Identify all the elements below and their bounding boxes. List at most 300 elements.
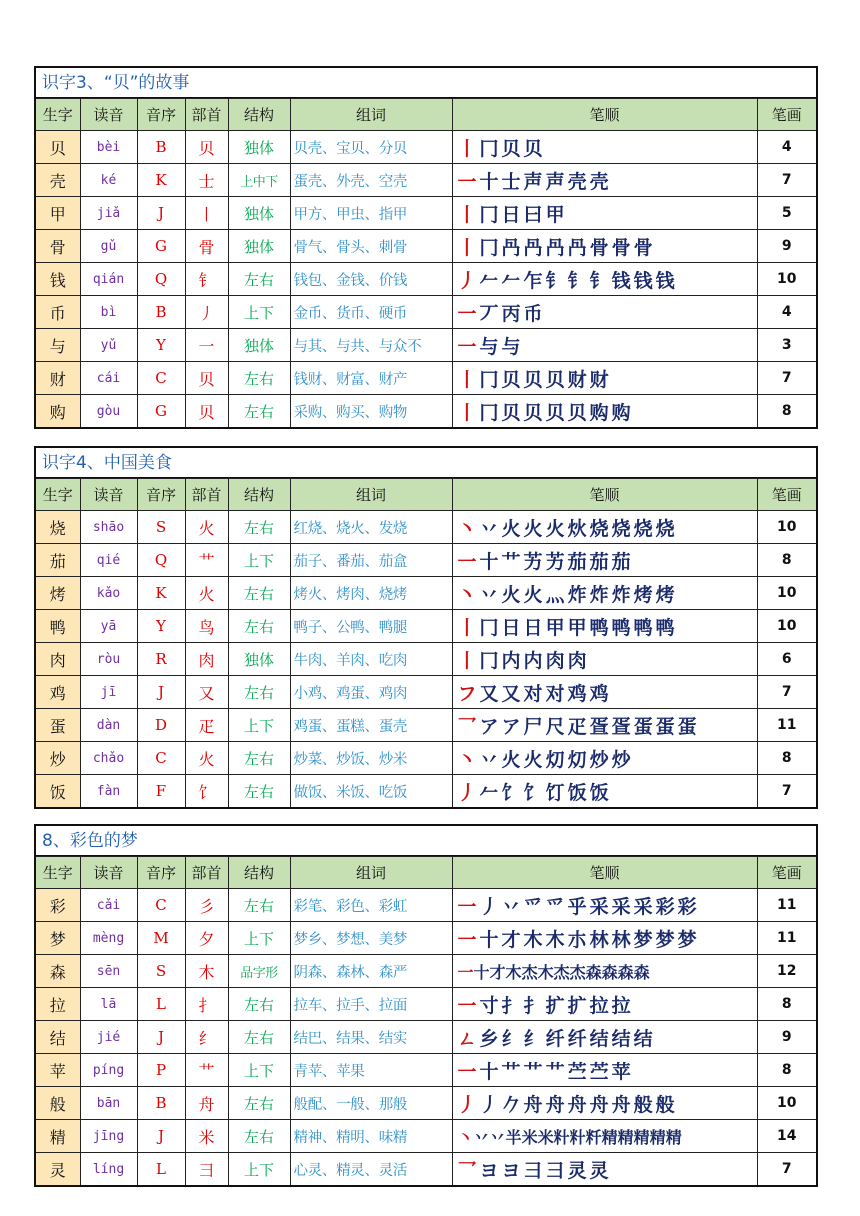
pinyin-cell: gòu	[80, 395, 137, 428]
stroke-step: 一	[457, 895, 480, 918]
stroke-step: 般	[633, 1093, 656, 1116]
lesson-table-1	[34, 66, 818, 429]
stroke-step: 贝	[501, 368, 524, 391]
stroke-step: 冎	[523, 236, 546, 259]
stroke-step: 梦	[633, 928, 656, 951]
radical-cell: 又	[185, 676, 228, 709]
stroke-count-cell: 8	[757, 395, 816, 428]
character-cell: 鸭	[36, 610, 80, 643]
structure-cell: 独体	[228, 329, 290, 362]
stroke-step: 购	[589, 401, 612, 424]
stroke-step: 丆	[479, 302, 502, 325]
table-row	[36, 643, 816, 676]
words-cell: 贝壳、宝贝、分贝	[290, 131, 452, 164]
stroke-step: 一	[457, 962, 474, 982]
stroke-step: 苎	[589, 1060, 612, 1083]
stroke-step: 饤	[545, 781, 568, 804]
stroke-count-cell: 8	[757, 1054, 816, 1087]
pinyin-cell: jié	[80, 1021, 137, 1054]
header-pinyin: 读音	[80, 479, 137, 511]
index-letter-cell: J	[137, 1120, 185, 1153]
stroke-order-cell	[452, 1153, 757, 1186]
header-index: 音序	[137, 857, 185, 889]
stroke-step: 尸	[523, 715, 546, 738]
stroke-count-cell: 7	[757, 1153, 816, 1186]
stroke-order-cell	[452, 742, 757, 775]
section-title: 8、彩色的梦	[36, 826, 816, 856]
stroke-step: 彩	[655, 895, 678, 918]
stroke-count-cell: 7	[757, 676, 816, 709]
stroke-step: 丨	[457, 616, 480, 639]
words-cell: 牛肉、羊肉、吃肉	[290, 643, 452, 676]
stroke-step: 精	[601, 1127, 618, 1147]
stroke-step: 丿	[479, 1093, 502, 1116]
table-row	[36, 164, 816, 197]
radical-cell: 夕	[185, 922, 228, 955]
character-cell: 精	[36, 1120, 80, 1153]
index-letter-cell: P	[137, 1054, 185, 1087]
stroke-count-cell: 9	[757, 1021, 816, 1054]
stroke-step: 灬	[545, 583, 568, 606]
stroke-step: 曰	[523, 203, 546, 226]
words-cell: 与其、与共、与众不	[290, 329, 452, 362]
stroke-step: 日	[501, 616, 524, 639]
stroke-count-cell: 10	[757, 263, 816, 296]
radical-cell: 扌	[185, 988, 228, 1021]
stroke-order-cell	[452, 577, 757, 610]
stroke-step: 炸	[611, 583, 634, 606]
stroke-step: 冂	[479, 401, 502, 424]
stroke-count-cell: 7	[757, 164, 816, 197]
stroke-step: 冂	[479, 137, 502, 160]
section-title: 识字4、中国美食	[36, 448, 816, 478]
stroke-step: 茄	[567, 550, 590, 573]
header-pinyin: 读音	[80, 857, 137, 889]
stroke-order-cell	[452, 164, 757, 197]
table-row	[36, 511, 816, 544]
pinyin-cell: jī	[80, 676, 137, 709]
pinyin-cell: ké	[80, 164, 137, 197]
stroke-step: 采	[611, 895, 634, 918]
stroke-step: 般	[655, 1093, 678, 1116]
stroke-step: 舟	[545, 1093, 568, 1116]
stroke-step: 与	[479, 335, 502, 358]
character-cell: 般	[36, 1087, 80, 1120]
index-letter-cell: S	[137, 955, 185, 988]
stroke-count-cell: 11	[757, 709, 816, 742]
index-letter-cell: F	[137, 775, 185, 808]
stroke-order-cell	[452, 230, 757, 263]
structure-cell: 独体	[228, 643, 290, 676]
stroke-count-cell: 8	[757, 544, 816, 577]
table-row	[36, 676, 816, 709]
index-letter-cell: J	[137, 197, 185, 230]
lesson-table-3	[34, 824, 818, 1187]
stroke-step: 丷	[479, 748, 502, 771]
structure-cell: 品字形	[228, 955, 290, 988]
table-row	[36, 988, 816, 1021]
stroke-count-cell: 12	[757, 955, 816, 988]
pinyin-cell: jiǎ	[80, 197, 137, 230]
stroke-step: 冎	[567, 236, 590, 259]
stroke-step: 𠂉	[479, 781, 502, 804]
stroke-step: 十	[479, 170, 502, 193]
stroke-step: 疋	[567, 715, 590, 738]
stroke-step: 火	[523, 517, 546, 540]
stroke-count-cell: 6	[757, 643, 816, 676]
stroke-step: 丷	[489, 1127, 506, 1147]
stroke-step: 苹	[611, 1060, 634, 1083]
stroke-step: 钅	[567, 269, 590, 292]
index-letter-cell: S	[137, 511, 185, 544]
stroke-step: 蛋	[655, 715, 678, 738]
stroke-step: 籵	[569, 1127, 586, 1147]
character-table	[36, 98, 816, 427]
stroke-step: 钱	[633, 269, 656, 292]
index-letter-cell: K	[137, 577, 185, 610]
stroke-step: 尺	[545, 715, 568, 738]
radical-cell: 彡	[185, 889, 228, 922]
stroke-step: 一	[457, 302, 480, 325]
stroke-step: 艹	[501, 1060, 524, 1083]
stroke-step: 蛋	[633, 715, 656, 738]
stroke-step: 购	[611, 401, 634, 424]
stroke-order-cell	[452, 197, 757, 230]
stroke-step: 烧	[655, 517, 678, 540]
stroke-step: 骨	[611, 236, 634, 259]
table-row	[36, 362, 816, 395]
stroke-step: 财	[567, 368, 590, 391]
stroke-step: 彐	[545, 1159, 568, 1182]
stroke-step: 爫	[545, 895, 568, 918]
stroke-step: 纟	[523, 1027, 546, 1050]
header-row	[36, 857, 816, 889]
stroke-count-cell: 10	[757, 511, 816, 544]
stroke-step: 扩	[545, 994, 568, 1017]
stroke-step: 冂	[479, 616, 502, 639]
stroke-step: 贝	[523, 368, 546, 391]
stroke-step: 甲	[545, 616, 568, 639]
index-letter-cell: K	[137, 164, 185, 197]
structure-cell: 左右	[228, 775, 290, 808]
stroke-step: 冂	[479, 203, 502, 226]
stroke-step: 火	[523, 583, 546, 606]
table-row	[36, 131, 816, 164]
stroke-order-cell	[452, 362, 757, 395]
table-row	[36, 1054, 816, 1087]
stroke-step: ㄥ	[457, 1027, 480, 1050]
stroke-step: 丿	[457, 781, 480, 804]
stroke-step: 饭	[567, 781, 590, 804]
table-row	[36, 922, 816, 955]
character-cell: 苹	[36, 1054, 80, 1087]
stroke-step: 森	[585, 962, 602, 982]
structure-cell: 左右	[228, 362, 290, 395]
stroke-step: 钅	[589, 269, 612, 292]
stroke-step: 鸡	[567, 682, 590, 705]
index-letter-cell: B	[137, 296, 185, 329]
structure-cell: 左右	[228, 395, 290, 428]
stroke-step: 十	[479, 1060, 502, 1083]
stroke-count-cell: 8	[757, 742, 816, 775]
stroke-step: 寸	[479, 994, 502, 1017]
stroke-step: 与	[501, 335, 524, 358]
table-row	[36, 577, 816, 610]
character-cell: 炒	[36, 742, 80, 775]
words-cell: 阴森、森林、森严	[290, 955, 452, 988]
stroke-step: 鸭	[655, 616, 678, 639]
stroke-step: 冂	[479, 368, 502, 391]
stroke-step: 疍	[589, 715, 612, 738]
stroke-step: 茄	[589, 550, 612, 573]
stroke-step: 丙	[501, 302, 524, 325]
stroke-step: 灱	[567, 748, 590, 771]
stroke-step: 冂	[479, 649, 502, 672]
words-cell: 精神、精明、味精	[290, 1120, 452, 1153]
table-row	[36, 709, 816, 742]
character-cell: 贝	[36, 131, 80, 164]
header-char: 生字	[36, 479, 80, 511]
header-char: 生字	[36, 99, 80, 131]
structure-cell: 上中下	[228, 164, 290, 197]
radical-cell: 艹	[185, 544, 228, 577]
stroke-step: 炸	[589, 583, 612, 606]
words-cell: 鸭子、公鸭、鸭腿	[290, 610, 452, 643]
stroke-step: 十	[473, 962, 490, 982]
structure-cell: 左右	[228, 511, 290, 544]
table-row	[36, 1087, 816, 1120]
index-letter-cell: R	[137, 643, 185, 676]
words-cell: 拉车、拉手、拉面	[290, 988, 452, 1021]
structure-cell: 独体	[228, 230, 290, 263]
stroke-step: 艹	[545, 1060, 568, 1083]
words-cell: 心灵、精灵、灵活	[290, 1153, 452, 1186]
stroke-step: 杰	[521, 962, 538, 982]
index-letter-cell: M	[137, 922, 185, 955]
stroke-order-cell	[452, 511, 757, 544]
character-cell: 饭	[36, 775, 80, 808]
character-cell: 币	[36, 296, 80, 329]
words-cell: 彩笔、彩色、彩虹	[290, 889, 452, 922]
header-structure: 结构	[228, 99, 290, 131]
header-row	[36, 99, 816, 131]
character-cell: 森	[36, 955, 80, 988]
structure-cell: 左右	[228, 610, 290, 643]
stroke-step: 丿	[457, 269, 480, 292]
stroke-step: 舟	[611, 1093, 634, 1116]
header-row	[36, 479, 816, 511]
radical-cell: 火	[185, 742, 228, 775]
stroke-step: 鸭	[611, 616, 634, 639]
words-cell: 炒菜、炒饭、炒米	[290, 742, 452, 775]
radical-cell: 骨	[185, 230, 228, 263]
stroke-step: 饣	[501, 781, 524, 804]
stroke-step: 𠂉	[501, 269, 524, 292]
stroke-step: 灵	[567, 1159, 590, 1182]
stroke-order-cell	[452, 1087, 757, 1120]
radical-cell: 丿	[185, 296, 228, 329]
stroke-step: 声	[523, 170, 546, 193]
stroke-step: 骨	[589, 236, 612, 259]
stroke-step: 饭	[589, 781, 612, 804]
character-cell: 彩	[36, 889, 80, 922]
stroke-step: 梦	[677, 928, 700, 951]
structure-cell: 左右	[228, 577, 290, 610]
pinyin-cell: bān	[80, 1087, 137, 1120]
stroke-order-cell	[452, 263, 757, 296]
radical-cell: 米	[185, 1120, 228, 1153]
stroke-step: 林	[589, 928, 612, 951]
words-cell: 梦乡、梦想、美梦	[290, 922, 452, 955]
words-cell: 钱财、财富、财产	[290, 362, 452, 395]
radical-cell: 火	[185, 577, 228, 610]
stroke-step: 火	[523, 748, 546, 771]
stroke-order-cell	[452, 1120, 757, 1153]
stroke-step: ア	[501, 715, 524, 738]
structure-cell: 上下	[228, 1153, 290, 1186]
stroke-step: 币	[523, 302, 546, 325]
index-letter-cell: D	[137, 709, 185, 742]
stroke-step: 纤	[545, 1027, 568, 1050]
words-cell: 小鸡、鸡蛋、鸡肉	[290, 676, 452, 709]
table-row	[36, 230, 816, 263]
stroke-step: 炏	[567, 517, 590, 540]
pinyin-cell: ròu	[80, 643, 137, 676]
pinyin-cell: gǔ	[80, 230, 137, 263]
character-cell: 鸡	[36, 676, 80, 709]
pinyin-cell: lā	[80, 988, 137, 1021]
stroke-step: 甲	[545, 203, 568, 226]
header-count: 笔画	[757, 99, 816, 131]
stroke-step: 十	[479, 550, 502, 573]
pinyin-cell: qié	[80, 544, 137, 577]
stroke-step: 乛	[457, 715, 480, 738]
stroke-step: 扌	[523, 994, 546, 1017]
stroke-step: 财	[589, 368, 612, 391]
header-strokes: 笔顺	[452, 479, 757, 511]
stroke-step: 米	[537, 1127, 554, 1147]
radical-cell: 火	[185, 511, 228, 544]
stroke-count-cell: 10	[757, 1087, 816, 1120]
stroke-step: 丷	[501, 895, 524, 918]
structure-cell: 上下	[228, 544, 290, 577]
stroke-step: 粁	[585, 1127, 602, 1147]
index-letter-cell: C	[137, 362, 185, 395]
stroke-step: 炸	[567, 583, 590, 606]
character-table	[36, 478, 816, 807]
stroke-step: 乍	[523, 269, 546, 292]
stroke-step: 采	[589, 895, 612, 918]
table-row	[36, 1153, 816, 1186]
stroke-step: 结	[633, 1027, 656, 1050]
stroke-step: 才	[501, 928, 524, 951]
stroke-step: 艻	[523, 550, 546, 573]
table-row	[36, 775, 816, 808]
pinyin-cell: bèi	[80, 131, 137, 164]
pinyin-cell: píng	[80, 1054, 137, 1087]
stroke-step: 对	[545, 682, 568, 705]
words-cell: 采购、购买、购物	[290, 395, 452, 428]
header-index: 音序	[137, 99, 185, 131]
structure-cell: 左右	[228, 889, 290, 922]
words-cell: 结巴、结果、结实	[290, 1021, 452, 1054]
stroke-step: 火	[501, 583, 524, 606]
stroke-step: ヨ	[479, 1159, 502, 1182]
stroke-step: 采	[633, 895, 656, 918]
stroke-step: 精	[665, 1127, 682, 1147]
stroke-step: 丷	[479, 517, 502, 540]
stroke-order-cell	[452, 676, 757, 709]
stroke-step: 杰	[569, 962, 586, 982]
stroke-step: 爫	[523, 895, 546, 918]
stroke-step: 拉	[611, 994, 634, 1017]
stroke-step: 丨	[457, 368, 480, 391]
stroke-step: 贝	[523, 401, 546, 424]
radical-cell: 木	[185, 955, 228, 988]
index-letter-cell: Y	[137, 610, 185, 643]
stroke-step: 饣	[523, 781, 546, 804]
stroke-step: 壳	[567, 170, 590, 193]
table-row	[36, 1120, 816, 1153]
structure-cell: 左右	[228, 1021, 290, 1054]
pinyin-cell: qián	[80, 263, 137, 296]
character-cell: 财	[36, 362, 80, 395]
radical-cell: 彐	[185, 1153, 228, 1186]
stroke-step: 又	[501, 682, 524, 705]
index-letter-cell: Q	[137, 544, 185, 577]
stroke-step: 火	[501, 748, 524, 771]
stroke-step: 日	[501, 203, 524, 226]
stroke-step: 丷	[473, 1127, 490, 1147]
stroke-step: 木	[523, 928, 546, 951]
structure-cell: 左右	[228, 263, 290, 296]
stroke-count-cell: 8	[757, 988, 816, 1021]
stroke-step: 结	[589, 1027, 612, 1050]
stroke-step: 丨	[457, 137, 480, 160]
structure-cell: 独体	[228, 131, 290, 164]
stroke-step: 丨	[457, 203, 480, 226]
header-count: 笔画	[757, 479, 816, 511]
header-words: 组词	[290, 99, 452, 131]
words-cell: 蛋壳、外壳、空壳	[290, 164, 452, 197]
pinyin-cell: sēn	[80, 955, 137, 988]
words-cell: 茄子、番茄、茄盒	[290, 544, 452, 577]
stroke-step: 森	[617, 962, 634, 982]
stroke-step: 肉	[545, 649, 568, 672]
stroke-order-cell	[452, 131, 757, 164]
table-row	[36, 544, 816, 577]
stroke-step: 林	[611, 928, 634, 951]
stroke-step: 艻	[545, 550, 568, 573]
index-letter-cell: B	[137, 1087, 185, 1120]
stroke-count-cell: 7	[757, 362, 816, 395]
stroke-step: 灵	[589, 1159, 612, 1182]
stroke-order-cell	[452, 775, 757, 808]
stroke-step: 钅	[545, 269, 568, 292]
table-row	[36, 296, 816, 329]
stroke-step: 乎	[567, 895, 590, 918]
index-letter-cell: C	[137, 742, 185, 775]
stroke-step: 扩	[567, 994, 590, 1017]
stroke-step: 烤	[655, 583, 678, 606]
pinyin-cell: chǎo	[80, 742, 137, 775]
stroke-step: 声	[545, 170, 568, 193]
words-cell: 烤火、烤肉、烧烤	[290, 577, 452, 610]
stroke-order-cell	[452, 988, 757, 1021]
character-cell: 购	[36, 395, 80, 428]
index-letter-cell: G	[137, 230, 185, 263]
character-cell: 蛋	[36, 709, 80, 742]
